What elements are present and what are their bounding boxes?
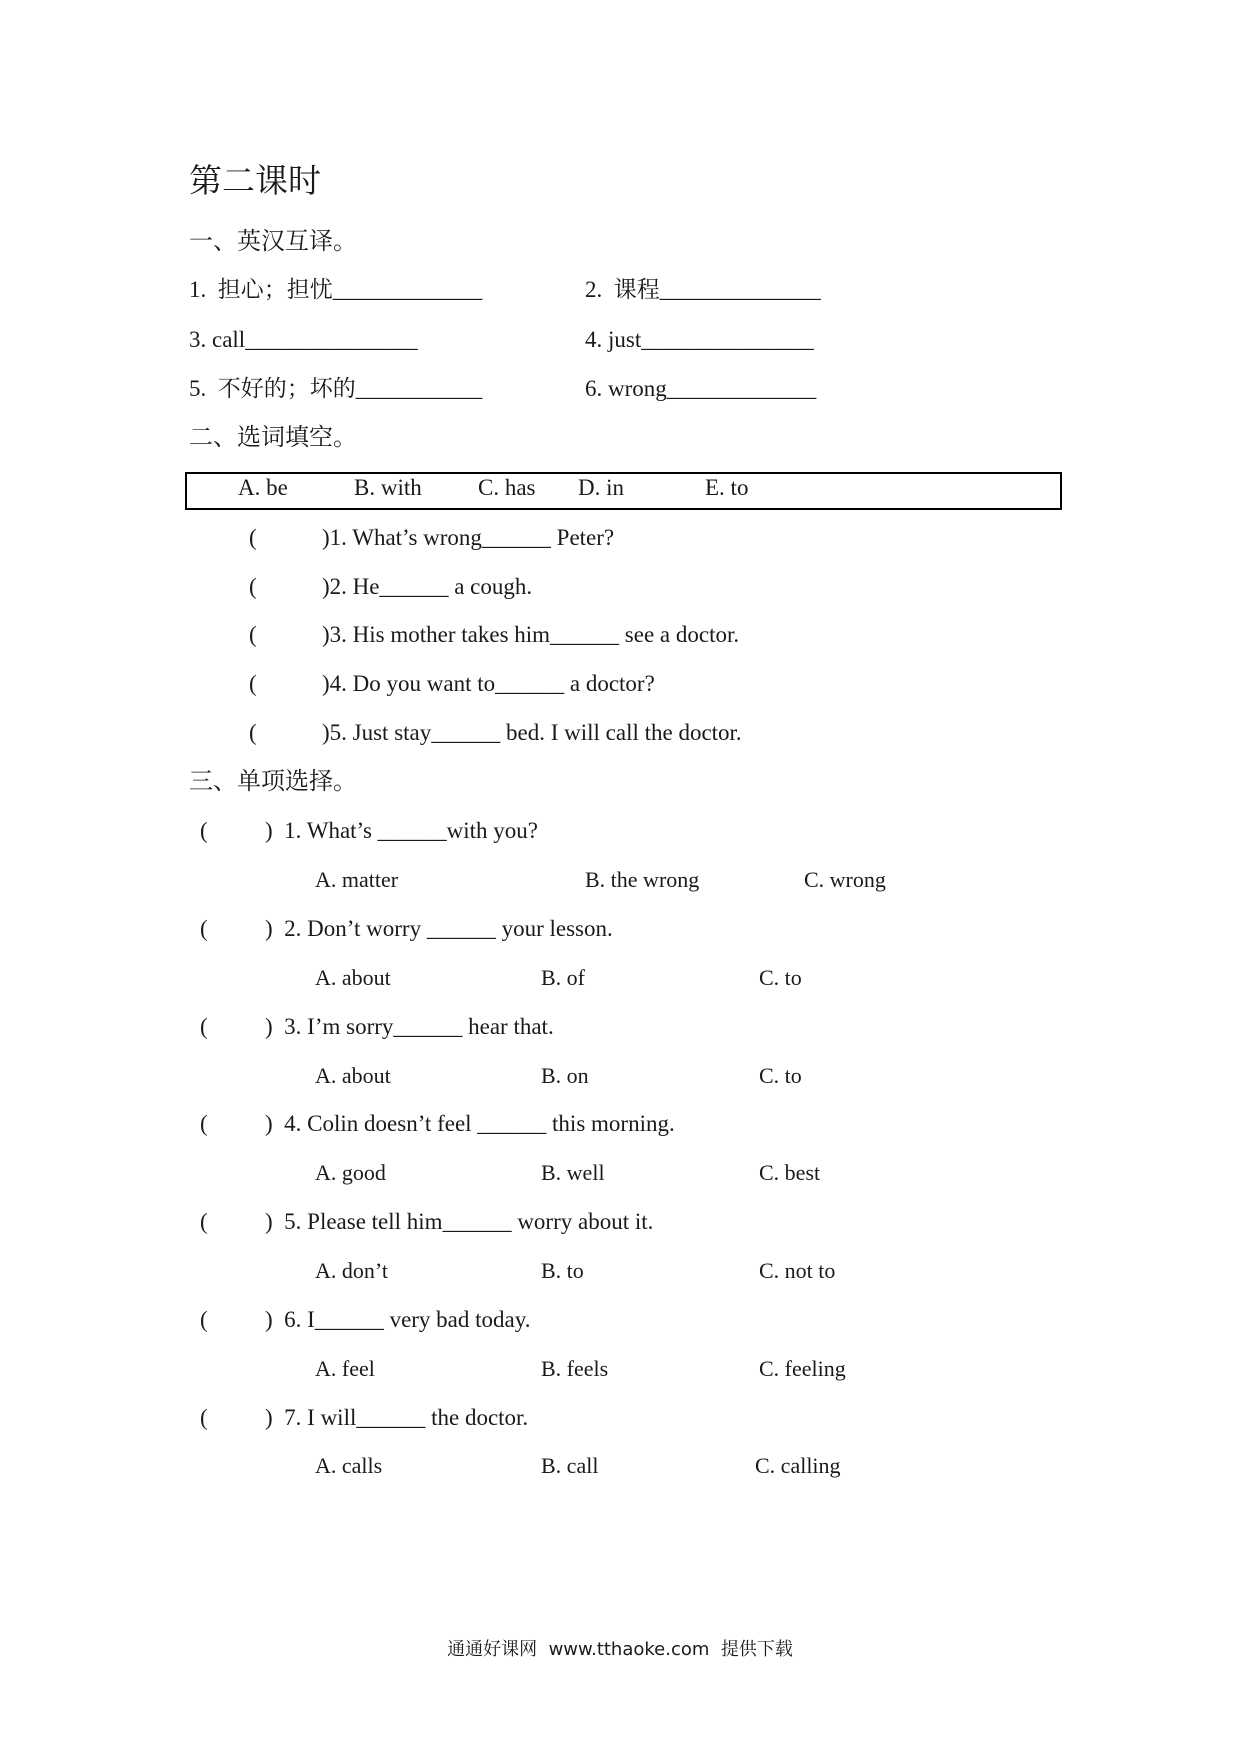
choice-option-c: C. wrong: [804, 867, 886, 892]
fill-question: )3. His mother takes him______ see a doctor.: [322, 622, 740, 647]
choice-option-c: C. to: [759, 965, 802, 990]
choice-option-c: C. calling: [755, 1453, 841, 1478]
word-bank-option: B. with: [354, 475, 422, 500]
choice-question: ) 1. What’s ______with you?: [265, 818, 538, 843]
fill-question: )4. Do you want to______ a doctor?: [322, 671, 655, 696]
word-bank-option: C. has: [478, 475, 536, 500]
answer-paren: (: [249, 671, 257, 696]
translation-item: 1. 担心；担忧_____________: [189, 277, 483, 302]
choice-option-a: A. don’t: [315, 1258, 388, 1283]
page-title: 第二课时: [189, 164, 321, 200]
fill-question: )1. What’s wrong______ Peter?: [322, 525, 615, 550]
answer-paren: (: [249, 525, 257, 550]
choice-question: ) 2. Don’t worry ______ your lesson.: [265, 916, 613, 941]
word-bank-option: D. in: [578, 475, 624, 500]
answer-paren: (: [200, 1111, 208, 1136]
fill-question: )5. Just stay______ bed. I will call the doctor.: [322, 720, 742, 745]
choice-option-a: A. matter: [315, 867, 399, 892]
translation-item: 2. 课程______________: [585, 277, 821, 302]
section-3-heading: 三、单项选择。: [189, 769, 357, 795]
translation-item: 4. just_______________: [585, 327, 814, 352]
answer-paren: (: [249, 720, 257, 745]
choice-option-a: A. about: [315, 1063, 391, 1088]
fill-question: )2. He______ a cough.: [322, 574, 533, 599]
choice-question: ) 6. I______ very bad today.: [265, 1307, 531, 1332]
answer-paren: (: [249, 574, 257, 599]
word-bank-option: E. to: [705, 475, 749, 500]
choice-question: ) 4. Colin doesn’t feel ______ this morning.: [265, 1111, 675, 1136]
choice-option-a: A. good: [315, 1160, 386, 1185]
answer-paren: (: [200, 1014, 208, 1039]
choice-option-a: A. feel: [315, 1356, 375, 1381]
choice-option-a: A. about: [315, 965, 391, 990]
answer-paren: (: [200, 1405, 208, 1430]
answer-paren: (: [249, 622, 257, 647]
answer-paren: (: [200, 1307, 208, 1332]
choice-option-b: B. of: [541, 965, 585, 990]
choice-option-c: C. feeling: [759, 1356, 846, 1381]
answer-paren: (: [200, 916, 208, 941]
choice-option-c: C. not to: [759, 1258, 836, 1283]
translation-item: 3. call_______________: [189, 327, 418, 352]
choice-option-b: B. the wrong: [585, 867, 700, 892]
choice-question: ) 5. Please tell him______ worry about it.: [265, 1209, 654, 1234]
section-2-heading: 二、选词填空。: [189, 425, 357, 451]
choice-question: ) 7. I will______ the doctor.: [265, 1405, 529, 1430]
choice-option-c: C. best: [759, 1160, 821, 1185]
answer-paren: (: [200, 818, 208, 843]
section-1-heading: 一、英汉互译。: [189, 229, 357, 255]
choice-question: ) 3. I’m sorry______ hear that.: [265, 1014, 554, 1039]
choice-option-a: A. calls: [315, 1453, 383, 1478]
choice-option-b: B. feels: [541, 1356, 609, 1381]
answer-paren: (: [200, 1209, 208, 1234]
footer-credit: 通通好课网 www.tthaoke.com 提供下载: [447, 1639, 793, 1660]
choice-option-b: B. to: [541, 1258, 584, 1283]
choice-option-b: B. on: [541, 1063, 589, 1088]
choice-option-b: B. call: [541, 1453, 599, 1478]
choice-option-b: B. well: [541, 1160, 605, 1185]
word-bank-option: A. be: [238, 475, 288, 500]
translation-item: 5. 不好的；坏的___________: [189, 376, 483, 401]
choice-option-c: C. to: [759, 1063, 802, 1088]
translation-item: 6. wrong_____________: [585, 376, 817, 401]
